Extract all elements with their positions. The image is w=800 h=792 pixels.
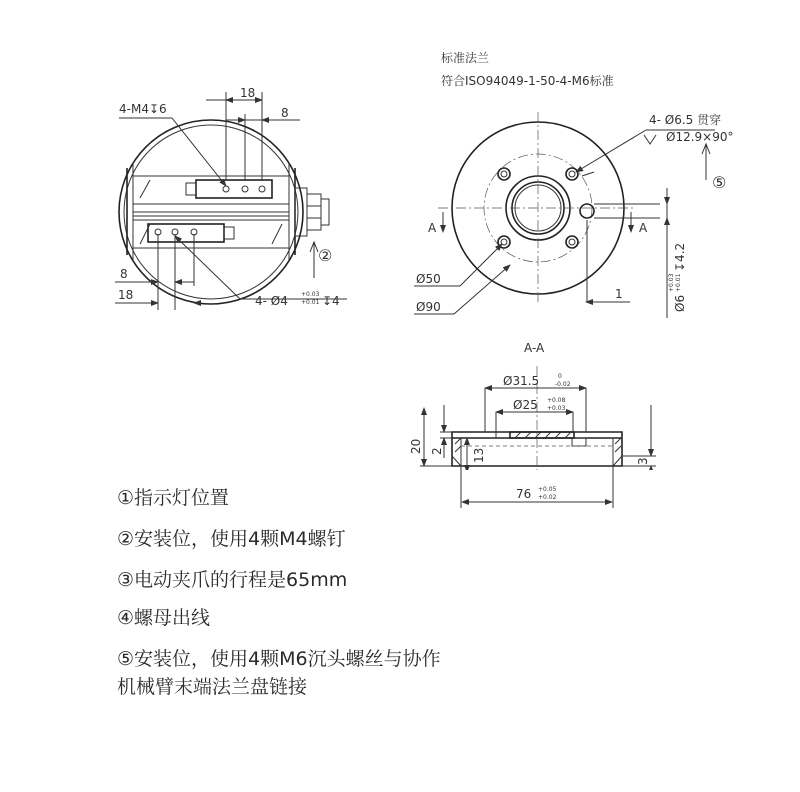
section-mark-right: A xyxy=(639,221,648,235)
dim-18-left: 18 xyxy=(118,288,134,302)
pin-hole-label: 4- Ø4 xyxy=(255,294,288,308)
dia-90-label: Ø90 xyxy=(416,300,441,314)
dim-18-top: 18 xyxy=(240,86,256,100)
callout-5: ⑤ xyxy=(712,173,727,192)
dim-76: 76 xyxy=(516,487,532,501)
callout-2: ② xyxy=(318,246,333,265)
cable-gland xyxy=(295,188,329,236)
legend-item-5: ⑤安装位，使用4颗M6沉头螺丝与协作 xyxy=(117,648,441,670)
dim-76-tol-upper: +0.05 xyxy=(538,486,557,493)
dim-20: 20 xyxy=(409,438,423,454)
dia-25-tol-lower: +0.03 xyxy=(547,405,566,412)
flange-view xyxy=(414,112,734,318)
dia-25-label: Ø25 xyxy=(513,398,538,412)
lower-jaw xyxy=(148,224,224,242)
legend-item-4: ④螺母出线 xyxy=(117,607,211,629)
legend-item-1: ①指示灯位置 xyxy=(117,487,230,509)
legend-item-2: ②安装位，使用4颗M4螺钉 xyxy=(117,528,346,550)
dim-2: 2 xyxy=(430,447,444,455)
thread-label: 4-M4↧6 xyxy=(119,102,167,116)
section-view xyxy=(409,341,656,470)
dim-8-left: 8 xyxy=(120,267,128,281)
section-mark-left: A xyxy=(428,221,437,235)
dim-13: 13 xyxy=(472,447,486,463)
pin-dia-depth: ↧4.2 xyxy=(673,242,687,272)
flange-title: 标准法兰 xyxy=(441,51,490,65)
dia-25-tol-upper: +0.08 xyxy=(547,397,566,404)
gripper-top-view xyxy=(115,86,347,310)
flange-standard: 符合ISO94049-1-50-4-M6标准 xyxy=(441,74,614,88)
dia-31-5-tol-lower: -0.02 xyxy=(555,381,571,388)
dim-3: 3 xyxy=(636,457,650,465)
legend-item-3: ③电动夹爪的行程是65mm xyxy=(117,569,348,591)
dim-76-tol-lower: +0.02 xyxy=(538,494,557,501)
dia-50-label: Ø50 xyxy=(416,272,441,286)
flange-header xyxy=(441,50,614,88)
counterbore-label: Ø12.9×90° xyxy=(666,130,734,144)
dim-8-top: 8 xyxy=(281,106,289,120)
section-title: A-A xyxy=(524,341,545,355)
legend-item-5-cont: 机械臂末端法兰盘链接 xyxy=(117,676,308,698)
pin-tol-upper: +0.03 xyxy=(301,291,320,298)
dia-31-5-tol-upper: 0 xyxy=(558,373,562,380)
pin-dia-tol-lower: +0.01 xyxy=(675,273,682,292)
pin-tol-lower: +0.01 xyxy=(301,299,320,306)
dia-31-5-label: Ø31.5 xyxy=(503,374,540,388)
pin-depth: ↧4 xyxy=(322,294,340,308)
hole-label: 4- Ø6.5 贯穿 xyxy=(649,113,722,127)
dim-1: 1 xyxy=(615,287,623,301)
upper-jaw xyxy=(196,180,272,198)
pin-dia-tol-upper: +0.03 xyxy=(668,273,675,292)
pin-dia-label: Ø6 xyxy=(673,294,687,312)
